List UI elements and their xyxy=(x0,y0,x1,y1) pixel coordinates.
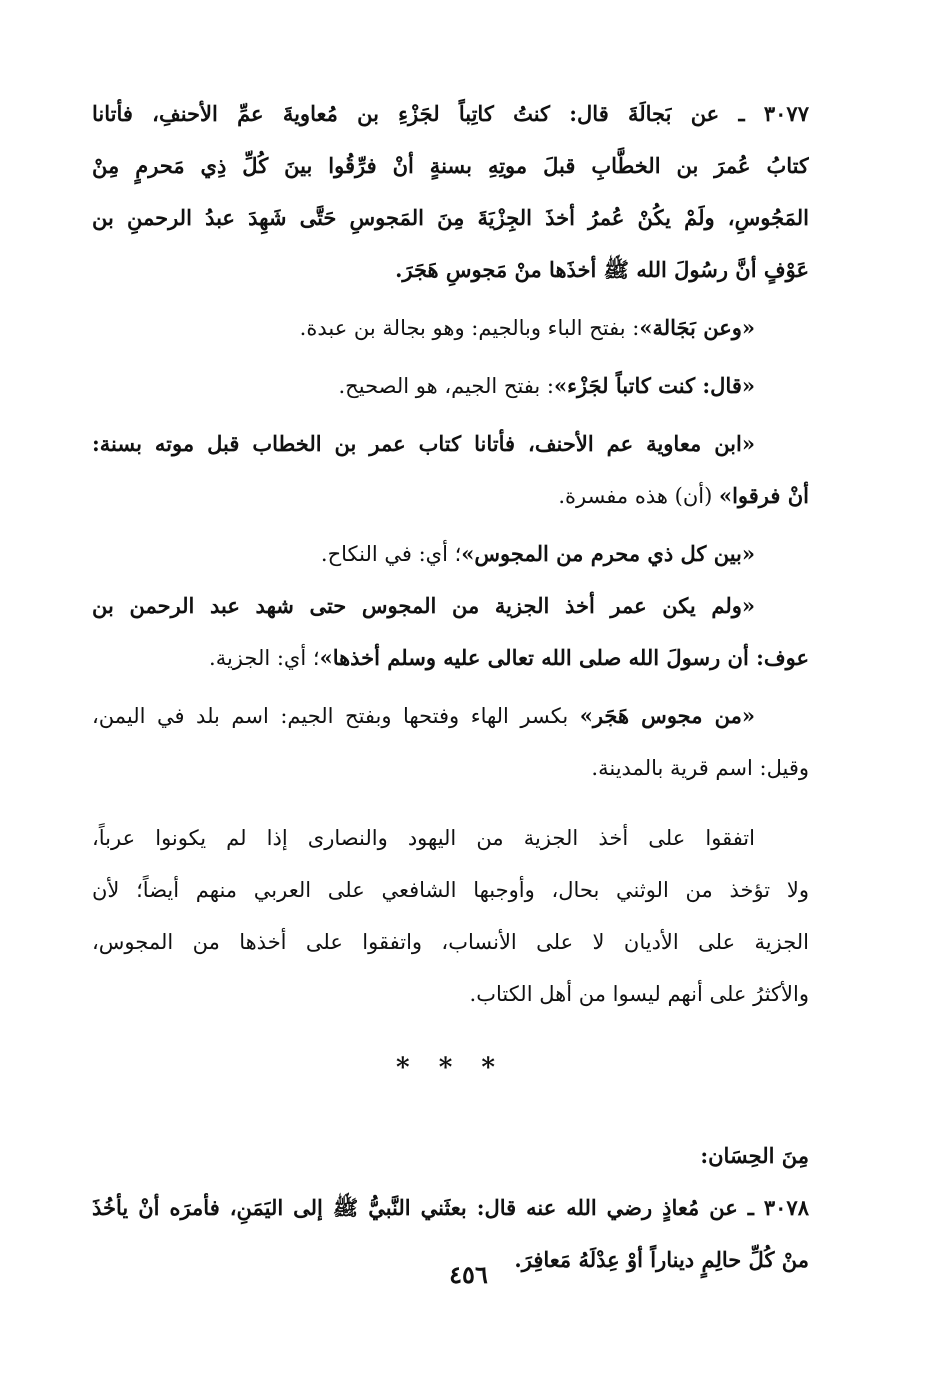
section-title: مِنَ الحِسَان: xyxy=(700,1143,809,1168)
commentary-line xyxy=(92,528,809,580)
commentary-line xyxy=(92,360,809,412)
commentary-text: : بفتح الجيم، هو الصحيح. xyxy=(338,374,555,398)
closing-paragraph xyxy=(92,812,809,1020)
commentary-lead: أنْ فرقوا» xyxy=(718,483,809,508)
commentary-text: بكسر الهاء وفتحها وبفتح الجيم: اسم بلد في اليمن، xyxy=(92,704,580,728)
commentary-lead: «قال: كنت كاتباً لجَزْء» xyxy=(554,373,755,398)
commentary-lead: «بين كل ذي محرم من المجوس» xyxy=(461,541,755,566)
hadith-line: ٣٠٧٨ ـ عن مُعاذٍ رضي الله عنه قال: بعثَني النَّبيُّ ﷺ إلى اليَمَنِ، فأمرَه أنْ يأخُذَ xyxy=(92,1195,809,1220)
hadith-line: عَوْفٍ أنَّ رسُولَ الله ﷺ أخذَها منْ مَجوسِ هَجَرَ. xyxy=(395,257,809,282)
commentary-line xyxy=(92,470,809,522)
commentary-text: ؛ أي: في النكاح. xyxy=(320,542,462,566)
hadith-line: المَجُوسِ، ولَمْ يكُنْ عُمرُ أخذَ الجِزْيَةَ مِنَ المَجوسِ حَتَّى شَهِدَ عبدُ الرحمنِ بن xyxy=(92,205,809,230)
paragraph-line: اتفقوا على أخذ الجزية من اليهود والنصارى إذا لم يكونوا عرباً، xyxy=(92,826,755,850)
paragraph-line: الجزية على الأديان لا على الأنساب، واتفقوا على أخذها من المجوس، xyxy=(92,930,809,954)
commentary-lead: «ولم يكن عمر أخذ الجزية من المجوس حتى شهد عبد الرحمن بن xyxy=(92,593,755,618)
hadith-line: منْ كُلِّ حالِمٍ ديناراً أوْ عِدْلَهُ مَعافِرَ. xyxy=(514,1247,809,1272)
commentary xyxy=(92,302,809,794)
section-separator: * * * xyxy=(396,1053,505,1083)
commentary-line xyxy=(92,742,809,794)
hadith-line: كتابُ عُمرَ بن الخطَّابِ قبلَ موتِهِ بسنةٍ أنْ فرِّقُوا بينَ كُلِّ ذِي مَحرمٍ مِنْ xyxy=(92,153,809,178)
paragraph-line: ولا تؤخذ من الوثني بحال، وأوجبها الشافعي على العربي منهم أيضاً؛ لأن xyxy=(92,878,809,902)
commentary-lead: «ابن معاوية عم الأحنف، فأتانا كتاب عمر بن الخطاب قبل موته بسنة: xyxy=(92,431,755,456)
hadith-line: ٣٠٧٧ ـ عن بَجالَةَ قال: كنتُ كاتِباً لجَزْءِ بن مُعاويةَ عمِّ الأحنفِ، فأتانا xyxy=(92,101,809,126)
commentary-line xyxy=(92,418,809,470)
commentary-line xyxy=(92,632,809,684)
commentary-text: : بفتح الباء وبالجيم: وهو بجالة بن عبدة. xyxy=(299,316,640,340)
commentary-text: (أن) هذه مفسرة. xyxy=(558,484,719,508)
commentary-text: وقيل: اسم قرية بالمدينة. xyxy=(591,756,809,780)
page-number: ٤٥٦ xyxy=(449,1260,488,1289)
commentary-text: ؛ أي: الجزية. xyxy=(209,646,320,670)
hadith-3077 xyxy=(92,88,809,296)
commentary-lead: عوف: أن رسولَ الله صلى الله تعالى عليه وسلم أخذها» xyxy=(319,645,809,670)
commentary-line xyxy=(92,690,809,742)
commentary-line xyxy=(92,580,809,632)
commentary-line xyxy=(92,302,809,354)
paragraph-line: والأكثرُ على أنهم ليسوا من أهل الكتاب. xyxy=(469,982,809,1006)
commentary-lead: «من مجوس هَجَر» xyxy=(579,703,755,728)
commentary-lead: «وعن بَجَالة» xyxy=(639,315,755,340)
